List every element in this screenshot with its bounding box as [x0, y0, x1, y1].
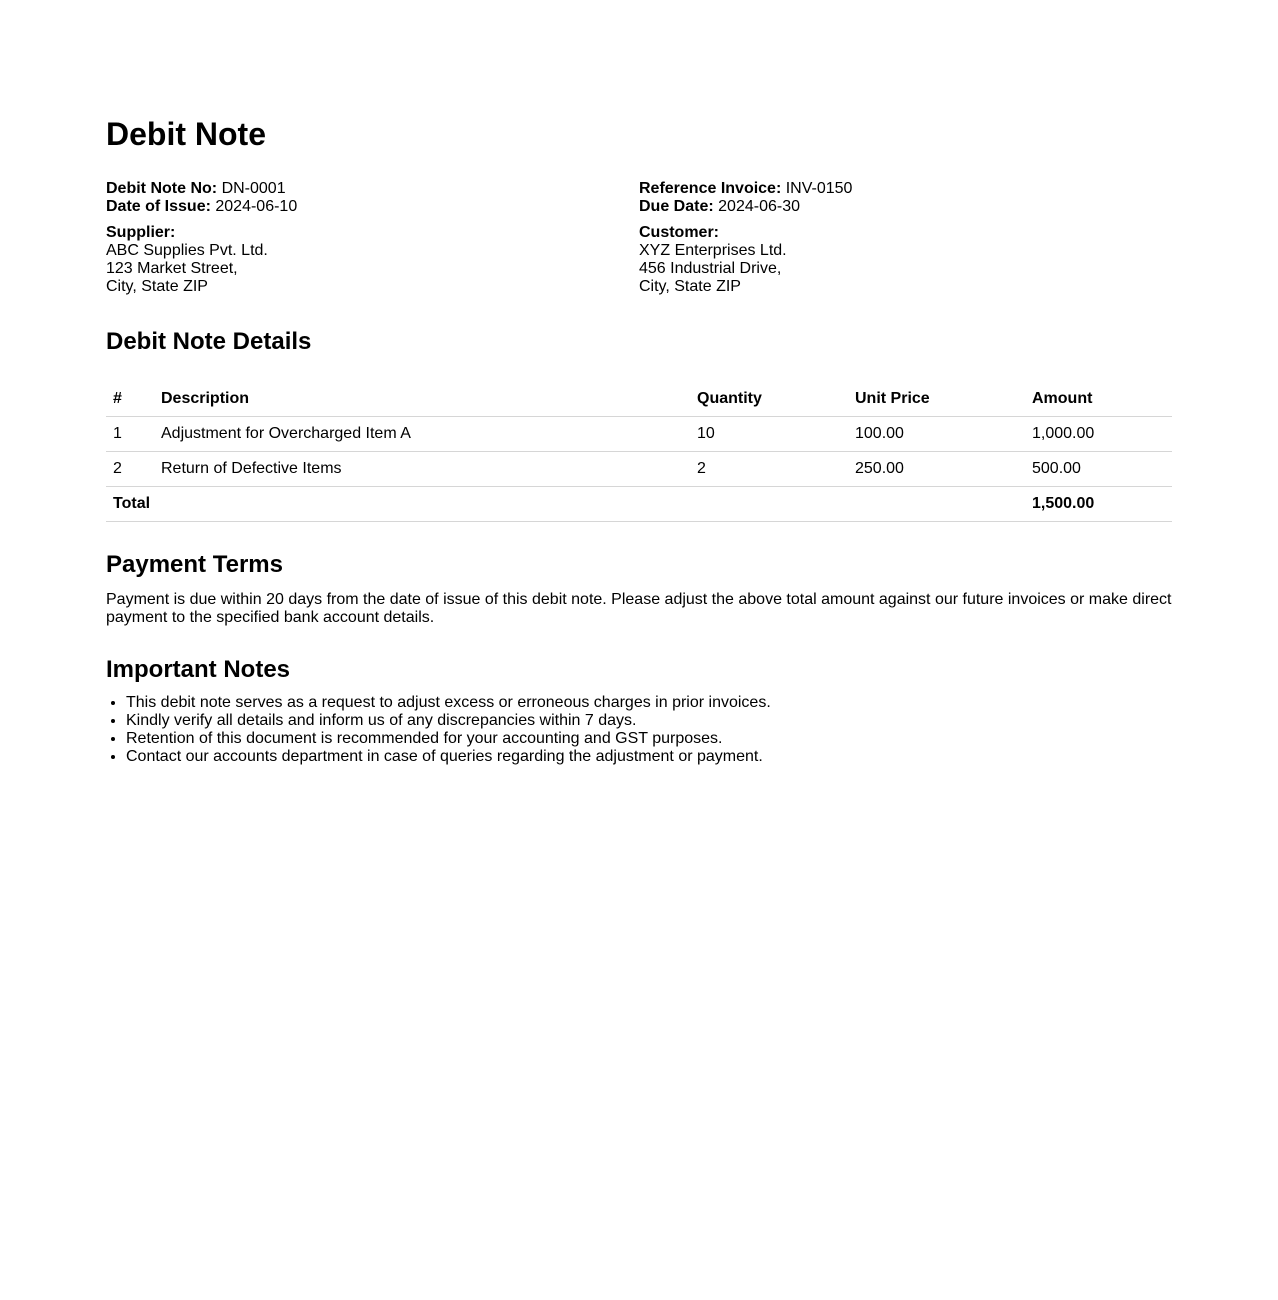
- supplier-address-line1: 123 Market Street,: [106, 260, 238, 277]
- row-amount: 500.00: [1025, 452, 1172, 487]
- header-meta: [106, 180, 1172, 296]
- total-row: [106, 487, 1172, 522]
- debit-note-number-label: Debit Note No:: [106, 180, 218, 197]
- meta-left-column: [106, 180, 639, 296]
- row-unit-price: 100.00: [848, 417, 1025, 452]
- row-description: Adjustment for Overcharged Item A: [154, 417, 690, 452]
- issue-date: [106, 198, 639, 216]
- due-date: [639, 198, 1172, 216]
- customer-block: [639, 224, 1172, 296]
- list-item: • Contact our accounts department in case of queries regarding the adjustment or payment.: [126, 748, 1172, 766]
- details-heading: Debit Note Details: [106, 328, 312, 355]
- list-item: • Retention of this document is recommended for your accounting and GST purposes.: [126, 730, 1172, 748]
- meta-right-column: [639, 180, 1172, 296]
- payment-terms-heading: Payment Terms: [106, 551, 283, 578]
- due-date-label: Due Date:: [639, 198, 714, 215]
- debit-note-number: [106, 180, 639, 198]
- issue-date-label: Date of Issue:: [106, 198, 211, 215]
- table-row: [106, 452, 1172, 487]
- payment-terms-text: Payment is due within 20 days from the date of issue of this debit note. Please adjust the above total amount against our future invoices or make direct payment to the specified bank account details.: [106, 591, 1172, 626]
- supplier-block: [106, 224, 639, 296]
- debit-note-number-value: DN-0001: [221, 180, 286, 197]
- row-quantity: 10: [690, 417, 848, 452]
- column-header-description: Description: [154, 382, 690, 417]
- table-row: [106, 417, 1172, 452]
- list-item: • This debit note serves as a request to adjust excess or erroneous charges in prior invoices.: [126, 694, 1172, 712]
- total-label: Total: [106, 487, 1025, 522]
- important-notes-heading: Important Notes: [106, 656, 291, 683]
- supplier-name: ABC Supplies Pvt. Ltd.: [106, 242, 268, 259]
- column-header-amount: Amount: [1025, 382, 1172, 417]
- table-header-row: [106, 382, 1172, 417]
- row-number: 2: [106, 452, 154, 487]
- list-item: • Kindly verify all details and inform us of any discrepancies within 7 days.: [126, 712, 1172, 730]
- row-amount: 1,000.00: [1025, 417, 1172, 452]
- customer-address-line1: 456 Industrial Drive,: [639, 260, 782, 277]
- details-table: [106, 382, 1172, 522]
- due-date-value: 2024-06-30: [718, 198, 800, 215]
- row-unit-price: 250.00: [848, 452, 1025, 487]
- supplier-address-line2: City, State ZIP: [106, 278, 208, 295]
- important-notes-list: [106, 694, 1172, 766]
- customer-address-line2: City, State ZIP: [639, 278, 741, 295]
- total-amount: 1,500.00: [1025, 487, 1172, 522]
- reference-invoice-label: Reference Invoice:: [639, 180, 782, 197]
- row-number: 1: [106, 417, 154, 452]
- customer-heading: Customer:: [639, 224, 720, 241]
- document-title: Debit Note: [106, 116, 266, 152]
- reference-invoice: [639, 180, 1172, 198]
- customer-name: XYZ Enterprises Ltd.: [639, 242, 787, 259]
- row-quantity: 2: [690, 452, 848, 487]
- issue-date-value: 2024-06-10: [215, 198, 298, 215]
- row-description: Return of Defective Items: [154, 452, 690, 487]
- column-header-number: #: [106, 382, 154, 417]
- column-header-unit-price: Unit Price: [848, 382, 1025, 417]
- column-header-quantity: Quantity: [690, 382, 848, 417]
- supplier-heading: Supplier:: [106, 224, 176, 241]
- reference-invoice-value: INV-0150: [785, 180, 853, 197]
